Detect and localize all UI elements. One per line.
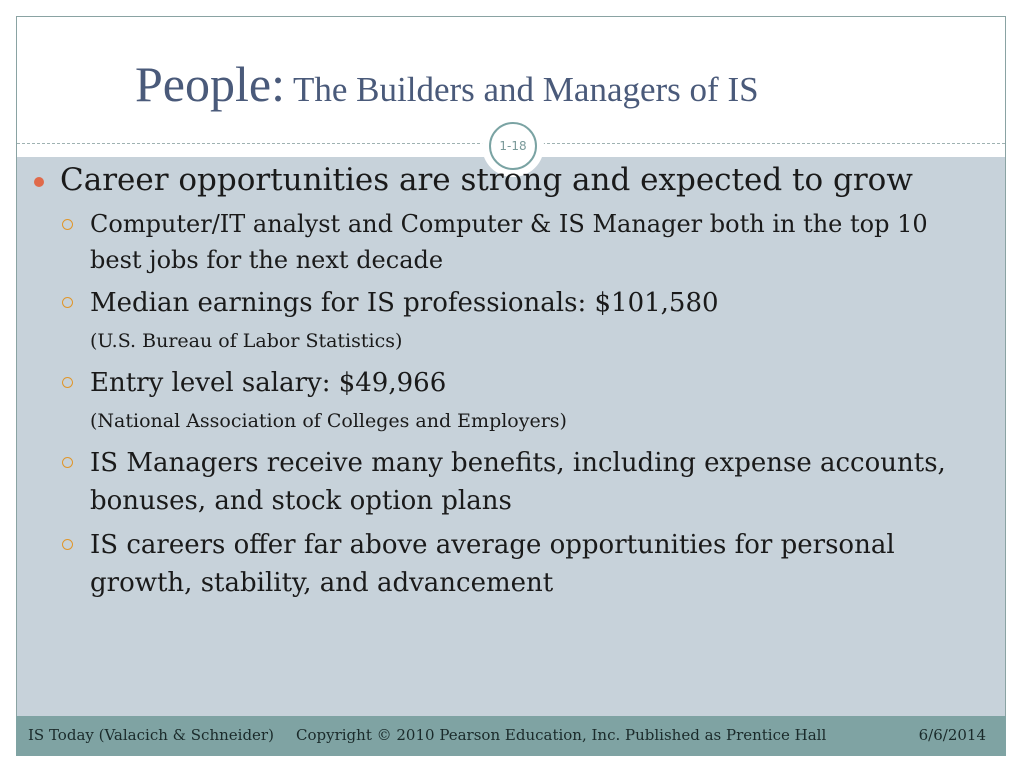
- bullet-item-2: [30, 284, 970, 322]
- bullet-item-4-text: IS Managers receive many benefits, including expense accounts, bonuses, and stock option plans: [90, 448, 946, 516]
- slide-title-main: People:: [135, 56, 285, 112]
- hollow-circle-bullet-icon: [62, 219, 73, 230]
- slide-number: 1-18: [489, 122, 537, 170]
- hollow-circle-bullet-icon: [62, 539, 73, 550]
- bullet-item-5-text: IS careers offer far above average opportunities for personal growth, stability, and advancement: [90, 530, 895, 598]
- footer-center: Copyright © 2010 Pearson Education, Inc. Published as Prentice Hall: [296, 726, 827, 744]
- hollow-circle-bullet-icon: [62, 377, 73, 388]
- bullet-item-3-text: Entry level salary: $49,966: [90, 368, 447, 398]
- bullet-item-2-text: Median earnings for IS professionals: $101,580: [90, 288, 719, 318]
- bullet-item-3: [30, 364, 970, 402]
- footer-date: 6/6/2014: [918, 726, 986, 744]
- slide-title-sub: The Builders and Managers of IS: [292, 70, 759, 109]
- bullet-item-4: [30, 444, 970, 520]
- slide-title: [135, 55, 759, 113]
- slide-footer: [16, 716, 1006, 756]
- bullet-item-1: [30, 206, 970, 278]
- bullet-item-1-text: Computer/IT analyst and Computer & IS Manager both in the top 10 best jobs for the next decade: [90, 210, 928, 274]
- footer-left: IS Today (Valacich & Schneider): [28, 726, 274, 744]
- bullet-item-2-note: (U.S. Bureau of Labor Statistics): [90, 330, 403, 352]
- bullet-list: [30, 160, 970, 602]
- bullet-item-3-note: (National Association of Colleges and Employers): [90, 410, 567, 432]
- hollow-circle-bullet-icon: [62, 297, 73, 308]
- bullet-item-5: [30, 526, 970, 602]
- hollow-circle-bullet-icon: [62, 457, 73, 468]
- bullet-level1: Career opportunities are strong and expected to grow: [30, 160, 970, 200]
